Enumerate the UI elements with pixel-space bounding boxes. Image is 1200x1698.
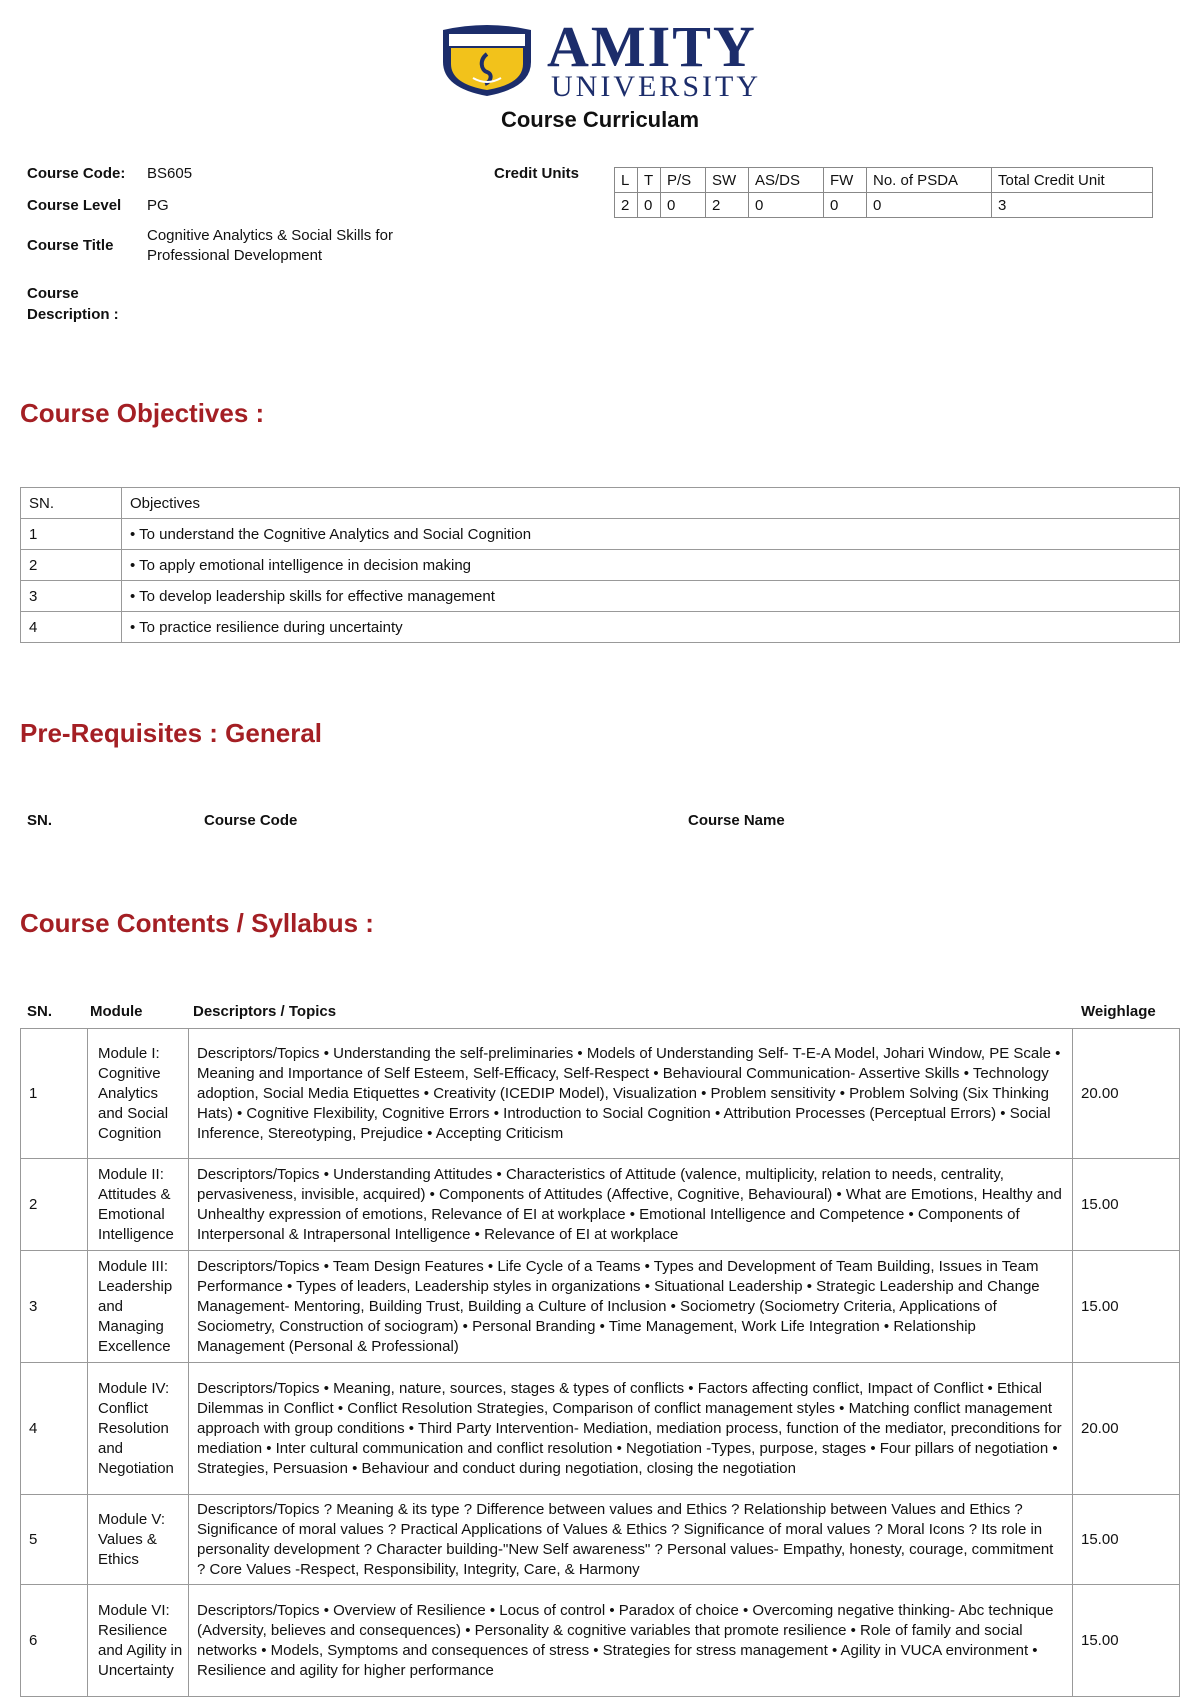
course-title-label: Course Title	[27, 237, 114, 254]
module-weightage: 20.00	[1073, 1029, 1180, 1159]
credit-header-total: Total Credit Unit	[992, 168, 1153, 193]
course-level-value: PG	[147, 197, 169, 214]
objectives-heading: Course Objectives :	[20, 398, 265, 428]
table-row	[21, 1251, 1180, 1363]
table-row	[21, 1585, 1180, 1697]
module-descriptors: Descriptors/Topics ? Meaning & its type ? Difference between values and Ethics ? Relationship between Values and Ethics ? Significance of moral values ? Practical Applications of Values & Ethics ? Significance of moral values ? Moral Icons ? Its role in personality development ? Character building-"New Self awareness" ? Personal values- Empathy, honesty, courage, commitment ? Core Values -Respect, Responsibility, Integrity, Care, & Harmony	[189, 1495, 1073, 1585]
logo-amity-text: AMITY	[547, 14, 757, 79]
objectives-col-sn: SN.	[21, 488, 122, 519]
objective-sn: 1	[21, 519, 122, 550]
prerequisites-heading: Pre-Requisites : General	[20, 718, 322, 748]
prereq-col-sn: SN.	[27, 812, 53, 829]
module-weightage: 15.00	[1073, 1251, 1180, 1363]
objectives-header-row	[21, 488, 1180, 519]
shield-icon	[439, 22, 535, 98]
table-row	[21, 581, 1180, 612]
module-descriptors: Descriptors/Topics • Meaning, nature, sources, stages & types of conflicts • Factors affecting conflict, Impact of Conflict • Ethical Dilemmas in Conflict • Conflict Resolution Strategies, Comparison of conflict management styles • Matching conflict management approach with group conditions • Third Party Intervention- Mediation, mediation process, function of the mediator, preconditions for mediation • Inter cultural communication and conflict resolution • Negotiation -Types, purpose, stages • Four pillars of negotiation • Strategies, Persuasion • Behaviour and conduct during negotiation, closing the negotiation	[189, 1363, 1073, 1495]
objectives-col-objectives: Objectives	[122, 488, 1180, 519]
objective-text: • To practice resilience during uncertainty	[122, 612, 1180, 643]
credit-header-t: T	[638, 168, 661, 193]
page-header	[0, 14, 1200, 133]
credit-header-l: L	[615, 168, 638, 193]
module-name: Module III: Leadership and Managing Excellence	[88, 1251, 189, 1363]
credit-value-row	[615, 193, 1153, 218]
table-row	[21, 519, 1180, 550]
syllabus-heading: Course Contents / Syllabus :	[20, 908, 374, 938]
module-descriptors: Descriptors/Topics • Understanding Attitudes • Characteristics of Attitude (valence, multiplicity, relation to needs, centrality, pervasiveness, invisible, acquired) • Components of Attitudes (Affective, Cognitive, Behavioural) • What are Emotions, Healthy and Unhealthy expression of emotions, Relevance of EI at workplace • Emotional Intelligence and Competence • Components of Interpersonal & Intrapersonal Intelligence • Relevance of EI at workplace	[189, 1159, 1073, 1251]
logo-university-text: UNIVERSITY	[551, 70, 761, 103]
credit-units-table	[614, 167, 1153, 218]
table-row	[21, 1159, 1180, 1251]
course-level-label: Course Level	[27, 197, 122, 214]
credit-units-label: Credit Units	[494, 165, 580, 182]
credit-value-l: 2	[615, 193, 638, 218]
module-sn: 4	[21, 1363, 88, 1495]
table-row	[21, 1363, 1180, 1495]
module-weightage: 20.00	[1073, 1363, 1180, 1495]
syllabus-col-sn: SN.	[27, 1003, 53, 1020]
module-sn: 5	[21, 1495, 88, 1585]
table-row	[21, 1495, 1180, 1585]
objective-text: • To apply emotional intelligence in decision making	[122, 550, 1180, 581]
module-name: Module VI: Resilience and Agility in Uncertainty	[88, 1585, 189, 1697]
syllabus-table	[20, 1028, 1180, 1697]
module-sn: 1	[21, 1029, 88, 1159]
module-sn: 6	[21, 1585, 88, 1697]
module-sn: 2	[21, 1159, 88, 1251]
objective-text: • To understand the Cognitive Analytics and Social Cognition	[122, 519, 1180, 550]
credit-value-sw: 2	[706, 193, 749, 218]
objective-sn: 3	[21, 581, 122, 612]
syllabus-col-descriptors: Descriptors / Topics	[193, 1003, 337, 1020]
credit-header-psda: No. of PSDA	[867, 168, 992, 193]
table-row	[21, 550, 1180, 581]
module-descriptors: Descriptors/Topics • Understanding the self-preliminaries • Models of Understanding Self- T-E-A Model, Johari Window, PE Scale • Meaning and Importance of Self Esteem, Self-Efficacy, Self-Respect • Behavioural Communication- Assertive Skills • Technology adoption, Social Media Etiquettes • Creativity (ICEDIP Model), Visualization • Problem sensitivity • Problem Solving (Six Thinking Hats) • Cognitive Flexibility, Cognitive Errors • Introduction to Social Cognition • Attribution Processes (Perceptual Errors) • Social Inference, Stereotyping, Prejudice • Accepting Criticism	[189, 1029, 1073, 1159]
module-weightage: 15.00	[1073, 1159, 1180, 1251]
prereq-col-course-name: Course Name	[688, 812, 785, 829]
objective-sn: 4	[21, 612, 122, 643]
course-title-value-line2: Professional Development	[147, 247, 323, 264]
objectives-table	[20, 487, 1180, 643]
credit-value-total: 3	[992, 193, 1153, 218]
credit-value-asds: 0	[749, 193, 824, 218]
document-title: Course Curriculam	[500, 107, 700, 132]
amity-logo	[439, 14, 761, 103]
course-code-value: BS605	[147, 165, 193, 182]
module-sn: 3	[21, 1251, 88, 1363]
table-row	[21, 1029, 1180, 1159]
module-weightage: 15.00	[1073, 1585, 1180, 1697]
course-code-label: Course Code:	[27, 165, 126, 182]
module-name: Module IV: Conflict Resolution and Negotiation	[88, 1363, 189, 1495]
module-weightage: 15.00	[1073, 1495, 1180, 1585]
course-description-label-line2: Description :	[27, 306, 119, 323]
module-descriptors: Descriptors/Topics • Team Design Features • Life Cycle of a Teams • Types and Development of Team Building, Issues in Team Performance • Types of leaders, Leadership styles in organizations • Situational Leadership • Strategic Leadership and Change Management- Mentoring, Building Trust, Building a Culture of Inclusion • Sociometry (Sociometry Criteria, Applications of Sociometry, Construction of sociogram) • Personal Branding • Time Management, Work Life Integration • Relationship Management (Personal & Professional)	[189, 1251, 1073, 1363]
syllabus-col-module: Module	[90, 1003, 143, 1020]
module-descriptors: Descriptors/Topics • Overview of Resilience • Locus of control • Paradox of choice • Overcoming negative thinking- Abc technique (Adversity, believes and consequences) • Personality & cognitive variables that promote resilience • Role of family and social networks • Models, Symptoms and consequences of stress • Strategies for stress management • Agility in VUCA environment • Resilience and agility for higher performance	[189, 1585, 1073, 1697]
credit-header-sw: SW	[706, 168, 749, 193]
credit-value-fw: 0	[824, 193, 867, 218]
credit-header-row	[615, 168, 1153, 193]
module-name: Module II: Attitudes & Emotional Intelligence	[88, 1159, 189, 1251]
table-row	[21, 612, 1180, 643]
credit-header-ps: P/S	[661, 168, 706, 193]
module-name: Module V: Values & Ethics	[88, 1495, 189, 1585]
credit-value-psda: 0	[867, 193, 992, 218]
syllabus-col-weightage: Weighlage	[1081, 1003, 1156, 1020]
course-description-label-line1: Course	[27, 285, 79, 302]
credit-value-ps: 0	[661, 193, 706, 218]
credit-header-fw: FW	[824, 168, 867, 193]
prereq-col-course-code: Course Code	[204, 812, 298, 829]
objective-sn: 2	[21, 550, 122, 581]
credit-value-t: 0	[638, 193, 661, 218]
credit-header-asds: AS/DS	[749, 168, 824, 193]
module-name: Module I: Cognitive Analytics and Social Cognition	[88, 1029, 189, 1159]
course-title-value-line1: Cognitive Analytics & Social Skills for	[147, 227, 393, 244]
objective-text: • To develop leadership skills for effective management	[122, 581, 1180, 612]
